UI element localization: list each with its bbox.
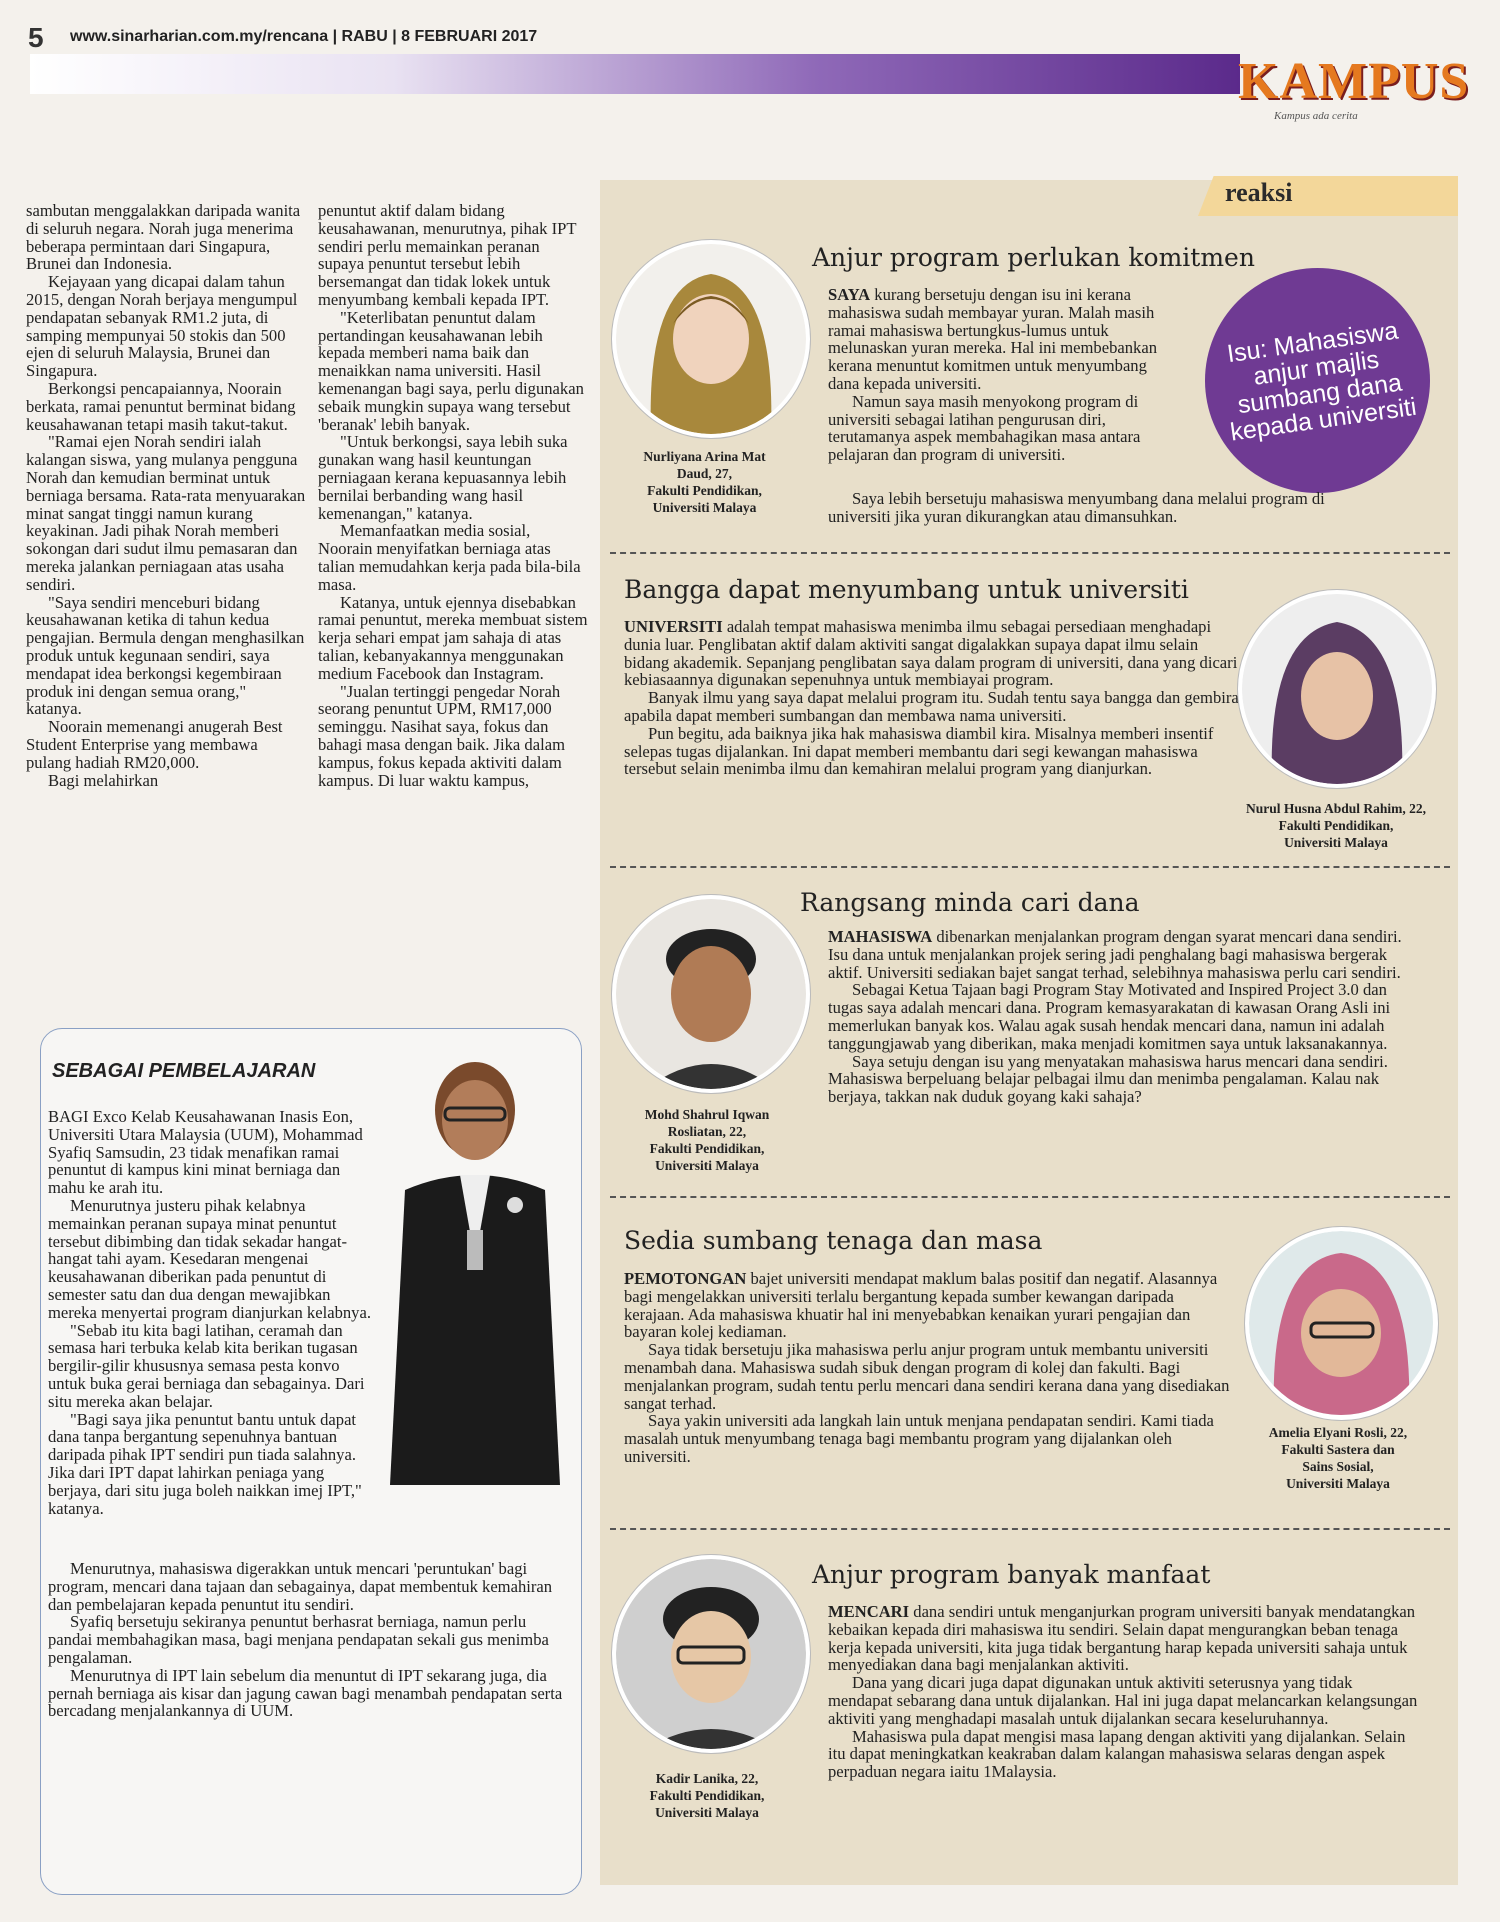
- sidebar-paragraph: Menurutnya, mahasiswa digerakkan untuk mencari 'peruntukan' bagi program, mencari dana tajaan dan sebagainya, dapat membentuk kemahiran dan pembelajaran kepada penuntut itu sendiri.: [48, 1559, 553, 1614]
- middle-paragraph: "Untuk berkongsi, saya lebih suka gunakan wang hasil keuntungan perniagaan kerana kepuasannya lebih bernilai berbanding wang hasil kemenangan," katanya.: [318, 432, 568, 523]
- article-headline: Rangsang minda cari dana: [800, 888, 1140, 917]
- sidebar-paragraph: Menurutnya justeru pihak kelabnya memainkan peranan supaya minat penuntut tersebut dibimbing dan tidak sekadar hangat-hangat tahi ayam. Kesedaran mengenai keusahawanan diberikan pada penuntut di semester satu dan dua dengan mewajibkan mereka menyertai program dianjurkan kelabnya.: [48, 1195, 371, 1322]
- article-body: PEMOTONGAN bajet universiti mendapat maklum balas positif dan negatif. Alasannya bagi mengelakkan universiti terlalu bergantung kepada sumber kewangan daripada kerajaan. Ada mahasiswa khuatir hal ini menyebabkan kenaikan yurari pengajian dan bayaran kolej kediaman. Saya tidak bersetuju jika mahasiswa perlu anjur program untuk membantu universiti menambah dana. Mahasiswa sudah sibuk dengan program di kolej dan fakulti. Bagi menjalankan program, sudah tentu perlu mencari dana sendiri kerana dana yang disediakan sangat terhad. Saya yakin universiti ada langkah lain untuk menjana pendapatan sendiri. Kami tiada masalah untuk menyumbang tenaga bagi membantu program yang dijalankan oleh universiti.: [624, 1269, 1230, 1466]
- header-bar: [30, 54, 1240, 94]
- section-divider: [610, 1528, 1450, 1530]
- issue-badge: [1205, 268, 1430, 493]
- section-logo: [1238, 40, 1470, 122]
- article-headline: Anjur program perlukan komitmen: [812, 243, 1255, 272]
- sidebar-paragraph: Menurutnya di IPT lain sebelum dia menuntut di IPT sekarang juga, dia pernah berniaga ais kisar dan jagung cawan bagi menambah pendapatan serta bercadang menjalankannya di UUM.: [48, 1665, 563, 1721]
- reaksi-label: reaksi: [1225, 178, 1293, 207]
- portrait-caption: Mohd Shahrul Iqwan Rosliatan, 22, Fakulti Pendidikan, Universiti Malaya: [644, 1107, 770, 1173]
- page-number: 5: [28, 22, 44, 53]
- article-body: MENCARI dana sendiri untuk menganjurkan program universiti banyak mendatangkan kebaikan kepada diri mahasiswa itu sendiri. Selain dapat mengurangkan beban tenaga kerja kepada universiti, kita juga tidak bergantung harap kepada universiti sahaja untuk menyediakan dana bagi menjalankan aktiviti. Dana yang dicari juga dapat digunakan untuk aktiviti seterusnya yang tidak mendapat sebarang dana untuk dijalankan. Hal ini juga dapat melancarkan kelangsungan aktiviti yang menghadapi masalah untuk dijalankan secara keseluruhannya. Mahasiswa pula dapat mengisi masa lapang dengan aktiviti yang dijalankan. Selain itu dapat meningkatkan keakraban dalam kalangan mahasiswa selaras dengan aspek perpaduan negara iaitu 1Malaysia.: [828, 1602, 1418, 1782]
- portrait-photo: [612, 895, 810, 1093]
- sidebar-title: SEBAGAI PEMBELAJARAN: [52, 1060, 316, 1082]
- left-column: [26, 202, 306, 789]
- portrait-caption: Nurliyana Arina Mat Daud, 27, Fakulti Pendidikan, Universiti Malaya: [643, 449, 766, 515]
- section-divider: [610, 866, 1450, 868]
- section-logo-text: KAMPUS: [1238, 53, 1470, 110]
- sidebar-paragraph: "Bagi saya jika penuntut bantu untuk dapat dana tanpa bergantung sepenuhnya bantuan daripada pihak IPT sendiri pun tiada salahnya. Jika dari IPT dapat lahirkan peniaga yang berjaya, dari situ juga boleh naikkan imej IPT," katanya.: [48, 1409, 362, 1518]
- logo-tagline: Kampus ada cerita: [1274, 110, 1358, 122]
- left-paragraph: Berkongsi pencapaiannya, Noorain berkata, ramai penuntut berminat bidang keusahawanan tetapi masih takut-takut.: [26, 378, 296, 434]
- portrait-photo: [612, 240, 810, 438]
- sidebar-paragraph: Syafiq bersetuju sekiranya penuntut berhasrat berniaga, namun perlu pandai membahagikan masa, bagi menjana pendapatan sekali gus menimba pengalaman.: [48, 1612, 549, 1667]
- portrait-caption: Nurul Husna Abdul Rahim, 22, Fakulti Pendidikan, Universiti Malaya: [1245, 801, 1427, 850]
- middle-paragraph: Katanya, untuk ejennya disebabkan ramai penuntut, mereka membuat sistem kerja sehari empat jam sahaja di atas talian, kebanyakannya menggunakan medium Facebook dan Instagram.: [318, 592, 588, 683]
- issue-text: Isu: Mahasiswa anjur majlis sumbang dana kepada universiti: [1224, 316, 1418, 447]
- article-headline: Anjur program banyak manfaat: [812, 1560, 1211, 1589]
- left-paragraph: Bagi melahirkan: [48, 770, 159, 790]
- sidebar-narrow-text: [48, 1108, 378, 1517]
- article-body: MAHASISWA dibenarkan menjalankan program dengan syarat mencari dana sendiri. Isu dana untuk menjalankan projek sering jadi penghalang bagi mahasiswa bergerak aktif. Universiti sediakan bajet sangat terhad, selebihnya mahasiswa perlu cari sendiri. Sebagai Ketua Tajaan bagi Program Stay Motivated and Inspired Project 3.0 dan tugas saya adalah mencari dana. Program kemasyarakatan di kawasan Orang Asli ini memerlukan banyak kos. Walau agak susah hendak mencari dana, namun ini adalah tanggungjawab yang diberikan, maka menjadi komitmen saya untuk laksanakannya. Saya setuju dengan isu yang menyatakan mahasiswa harus mencari dana sendiri. Mahasiswa berpeluang belajar pelbagai ilmu dan menimba pengalaman. Kalau nak berjaya, takkan nak duduk goyang kaki sahaja?: [828, 927, 1402, 1107]
- article-body: Saya lebih bersetuju mahasiswa menyumbang dana melalui program di universiti jika yuran dikurangkan atau dimansuhkan.: [828, 489, 1325, 526]
- article-body: UNIVERSITI adalah tempat mahasiswa menimba ilmu sebagai persediaan menghadapi dunia luar. Penglibatan aktif dalam aktiviti sangat digalakkan supaya dapat ilmu selain bidang akademik. Sepanjang penglibatan saya dalam program di universiti, dana yang dicari kebiasaannya digunakan sepenuhnya untuk membiayai program. Banyak ilmu yang saya dapat melalui program itu. Sudah tentu saya bangga dan gembira apabila dapat memberi sumbangan dan membawa nama universiti. Pun begitu, ada baiknya jika hak mahasiswa diambil kira. Misalnya memberi insentif selepas tugas dijalankan. Ini dapat memberi membantu dari segi kewangan mahasiswa tersebut selain menimba ilmu dan kemahiran melalui program yang dianjurkan.: [624, 617, 1239, 779]
- middle-paragraph: penuntut aktif dalam bidang keusahawanan, menurutnya, pihak IPT sendiri perlu memainkan peranan supaya penuntut tersebut lebih bersemangat dan tidak lokek untuk menyumbang kembali kepada IPT.: [318, 201, 577, 309]
- middle-paragraph: "Jualan tertinggi pengedar Norah seorang penuntut UPM, RM17,000 seminggu. Nasihat saya, fokus dan bahagi masa dengan baik. Jika dalam kampus, fokus kepada aktiviti dalam kampus. Di luar waktu kampus,: [318, 681, 565, 790]
- student-photo: [375, 1040, 575, 1485]
- middle-column: [318, 202, 588, 789]
- article-headline: Sedia sumbang tenaga dan masa: [624, 1226, 1043, 1255]
- article-headline: Bangga dapat menyumbang untuk universiti: [624, 575, 1189, 604]
- portrait-caption: Amelia Elyani Rosli, 22, Fakulti Sastera dan Sains Sosial, Universiti Malaya: [1268, 1425, 1408, 1491]
- left-paragraph: "Ramai ejen Norah sendiri ialah kalangan siswa, yang mulanya pengguna Norah dan kemudian berminat untuk berniaga bersama. Rata-rata menyuarakan minat sangat tinggi namun kurang keyakinan. Jadi pihak Norah memberi sokongan dari sudut ilmu pemasaran dan mereka jalankan perniagaan atas usaha sendiri.: [26, 432, 306, 594]
- article-body: SAYA kurang bersetuju dengan isu ini kerana mahasiswa sudah membayar yuran. Malah masih ramai mahasiswa bertungkus-lumus untuk melunaskan yuran mereka. Hal ini membebankan kerana menuntut komitmen untuk menyumbang dana kepada universiti. Namun saya masih menyokong program di universiti sebagai latihan pengurusan diri, terutamanya aspek membahagikan masa antara pelajaran dan program di universiti.: [828, 285, 1157, 465]
- sidebar-paragraph: BAGI Exco Kelab Keusahawanan Inasis Eon, Universiti Utara Malaysia (UUM), Mohammad Syafiq Samsudin, 23 tidak menafikan ramai penuntut di kampus kini minat berniaga dan mahu ke arah itu.: [48, 1107, 363, 1198]
- middle-paragraph: Memanfaatkan media sosial, Noorain menyifatkan berniaga atas talian memudahkan kerja pada bila-bila masa.: [318, 521, 581, 594]
- left-paragraph: sambutan menggalakkan daripada wanita di seluruh negara. Norah juga menerima beberapa permintaan dari Singapura, Brunei dan Indonesia.: [26, 201, 301, 274]
- sidebar-wide-text: [48, 1560, 568, 1720]
- left-paragraph: Noorain memenangi anugerah Best Student Enterprise yang membawa pulang hadiah RM20,000.: [26, 717, 283, 772]
- portrait-photo: [1245, 1227, 1438, 1420]
- middle-paragraph: "Keterlibatan penuntut dalam pertandingan keusahawanan lebih kepada memberi nama baik dan menaikkan nama universiti. Hasil kemenangan bagi saya, perlu digunakan sebaik mungkin supaya wang tersebut 'beranak' lebih banyak.: [318, 307, 584, 434]
- left-paragraph: "Saya sendiri menceburi bidang keusahawanan ketika di tahun kedua pengajian. Bermula dengan menghasilkan produk untuk kegunaan sendiri, saya mendapat idea berkongsi kegembiraan produk ini dengan semua orang," katanya.: [26, 592, 305, 719]
- section-divider: [610, 1196, 1450, 1198]
- portrait-photo: [1238, 590, 1436, 788]
- portrait-photo: [612, 1555, 810, 1753]
- section-divider: [610, 552, 1450, 554]
- portrait-caption: Kadir Lanika, 22, Fakulti Pendidikan, Universiti Malaya: [649, 1771, 765, 1820]
- left-paragraph: Kejayaan yang dicapai dalam tahun 2015, dengan Norah berjaya mengumpul pendapatan sebanyak RM1.2 juta, di samping mempunyai 50 stokis dan 500 ejen di seluruh Malaysia, Brunei dan Singapura.: [26, 272, 298, 381]
- header-url-date: www.sinarharian.com.my/rencana | RABU | 8 FEBRUARI 2017: [70, 28, 538, 45]
- sidebar-paragraph: "Sebab itu kita bagi latihan, ceramah dan semasa hari terbuka kelab kita berikan tugasan bergilir-gilir khususnya semasa pesta konvo untuk buka gerai berniaga dan sebagainya. Dari situ mereka akan belajar.: [48, 1320, 365, 1411]
